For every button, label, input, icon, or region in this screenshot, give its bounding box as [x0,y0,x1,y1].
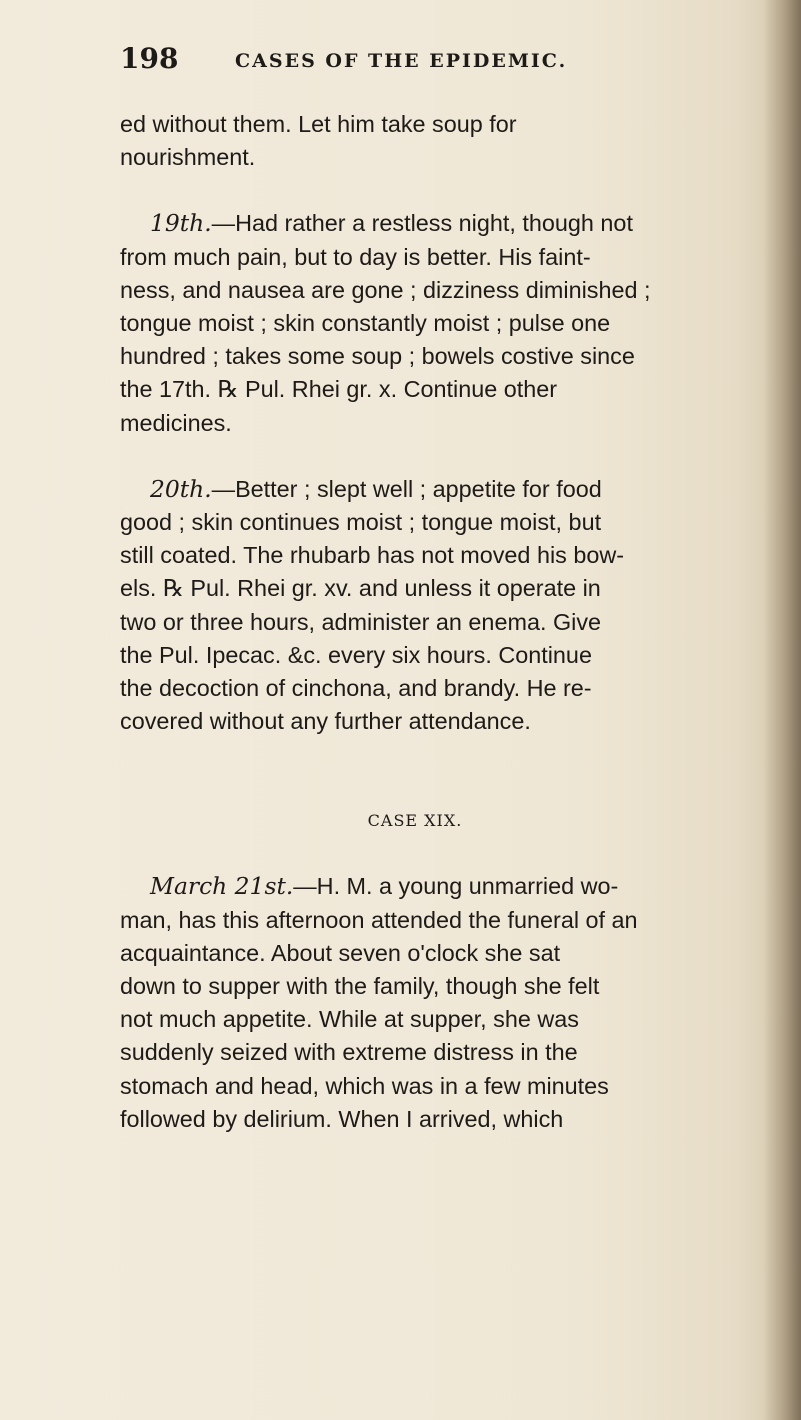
text-line: nourishment. [120,144,256,171]
text-line: good ; skin continues moist ; tongue moist, but [120,509,602,536]
paragraph-gap [120,738,730,771]
page-number: 198 [120,42,179,75]
text-line-content: —H. M. a young unmarried wo- [293,873,619,900]
text-line: the Pul. Ipecac. &c. every six hours. Continue [120,641,592,668]
running-head: CASES OF THE EPIDEMIC. [235,50,568,72]
case-heading: CASE XIX. [367,811,463,831]
text-line: from much pain, but to day is better. His faint- [120,243,591,270]
paragraph-19th [120,207,730,439]
paragraph-20th [120,473,730,739]
text-line: suddenly seized with extreme distress in the [120,1039,578,1066]
text-line: els. ℞ Pul. Rhei gr. xv. and unless it operate in [120,575,601,602]
text-line: not much appetite. While at supper, she was [120,1006,579,1033]
paragraph-continuation [120,108,730,174]
body-text [120,108,730,1136]
text-line: medicines. [120,409,232,436]
text-line: hundred ; takes some soup ; bowels costive since [120,343,635,370]
text-line [120,207,730,240]
text-line-content: —Had rather a restless night, though not [211,210,633,237]
text-line: the 17th. ℞ Pul. Rhei gr. x. Continue other [120,376,558,403]
paragraph-gap [120,440,730,473]
text-line: covered without any further attendance. [120,708,531,735]
text-line: ness, and nausea are gone ; dizziness diminished ; [120,276,651,303]
paragraph-gap [120,837,730,870]
paragraph-gap [120,174,730,207]
page-edge-shadow [763,0,801,1420]
text-line: man, has this afternoon attended the funeral of an [120,906,638,933]
paragraph-case-xix [120,870,730,1136]
entry-date: 20th. [150,474,212,503]
text-line: acquaintance. About seven o'clock she sat [120,939,561,966]
text-line [120,870,730,903]
text-line: ed without them. Let him take soup for [120,111,517,137]
text-line [120,473,730,506]
text-line: tongue moist ; skin constantly moist ; pulse one [120,310,611,337]
text-line: stomach and head, which was in a few minutes [120,1072,609,1099]
text-line: the decoction of cinchona, and brandy. He re- [120,675,592,702]
text-line-content: —Better ; slept well ; appetite for food [211,475,602,502]
text-line: down to supper with the family, though she felt [120,973,600,1000]
entry-date: 19th. [150,209,212,238]
text-line: two or three hours, administer an enema. Give [120,608,602,635]
entry-date: March 21st. [150,872,294,901]
paragraph-gap [120,771,730,804]
page-header [120,42,740,84]
text-line: followed by delirium. When I arrived, which [120,1105,564,1132]
text-line: still coated. The rhubarb has not moved his bow- [120,542,625,569]
